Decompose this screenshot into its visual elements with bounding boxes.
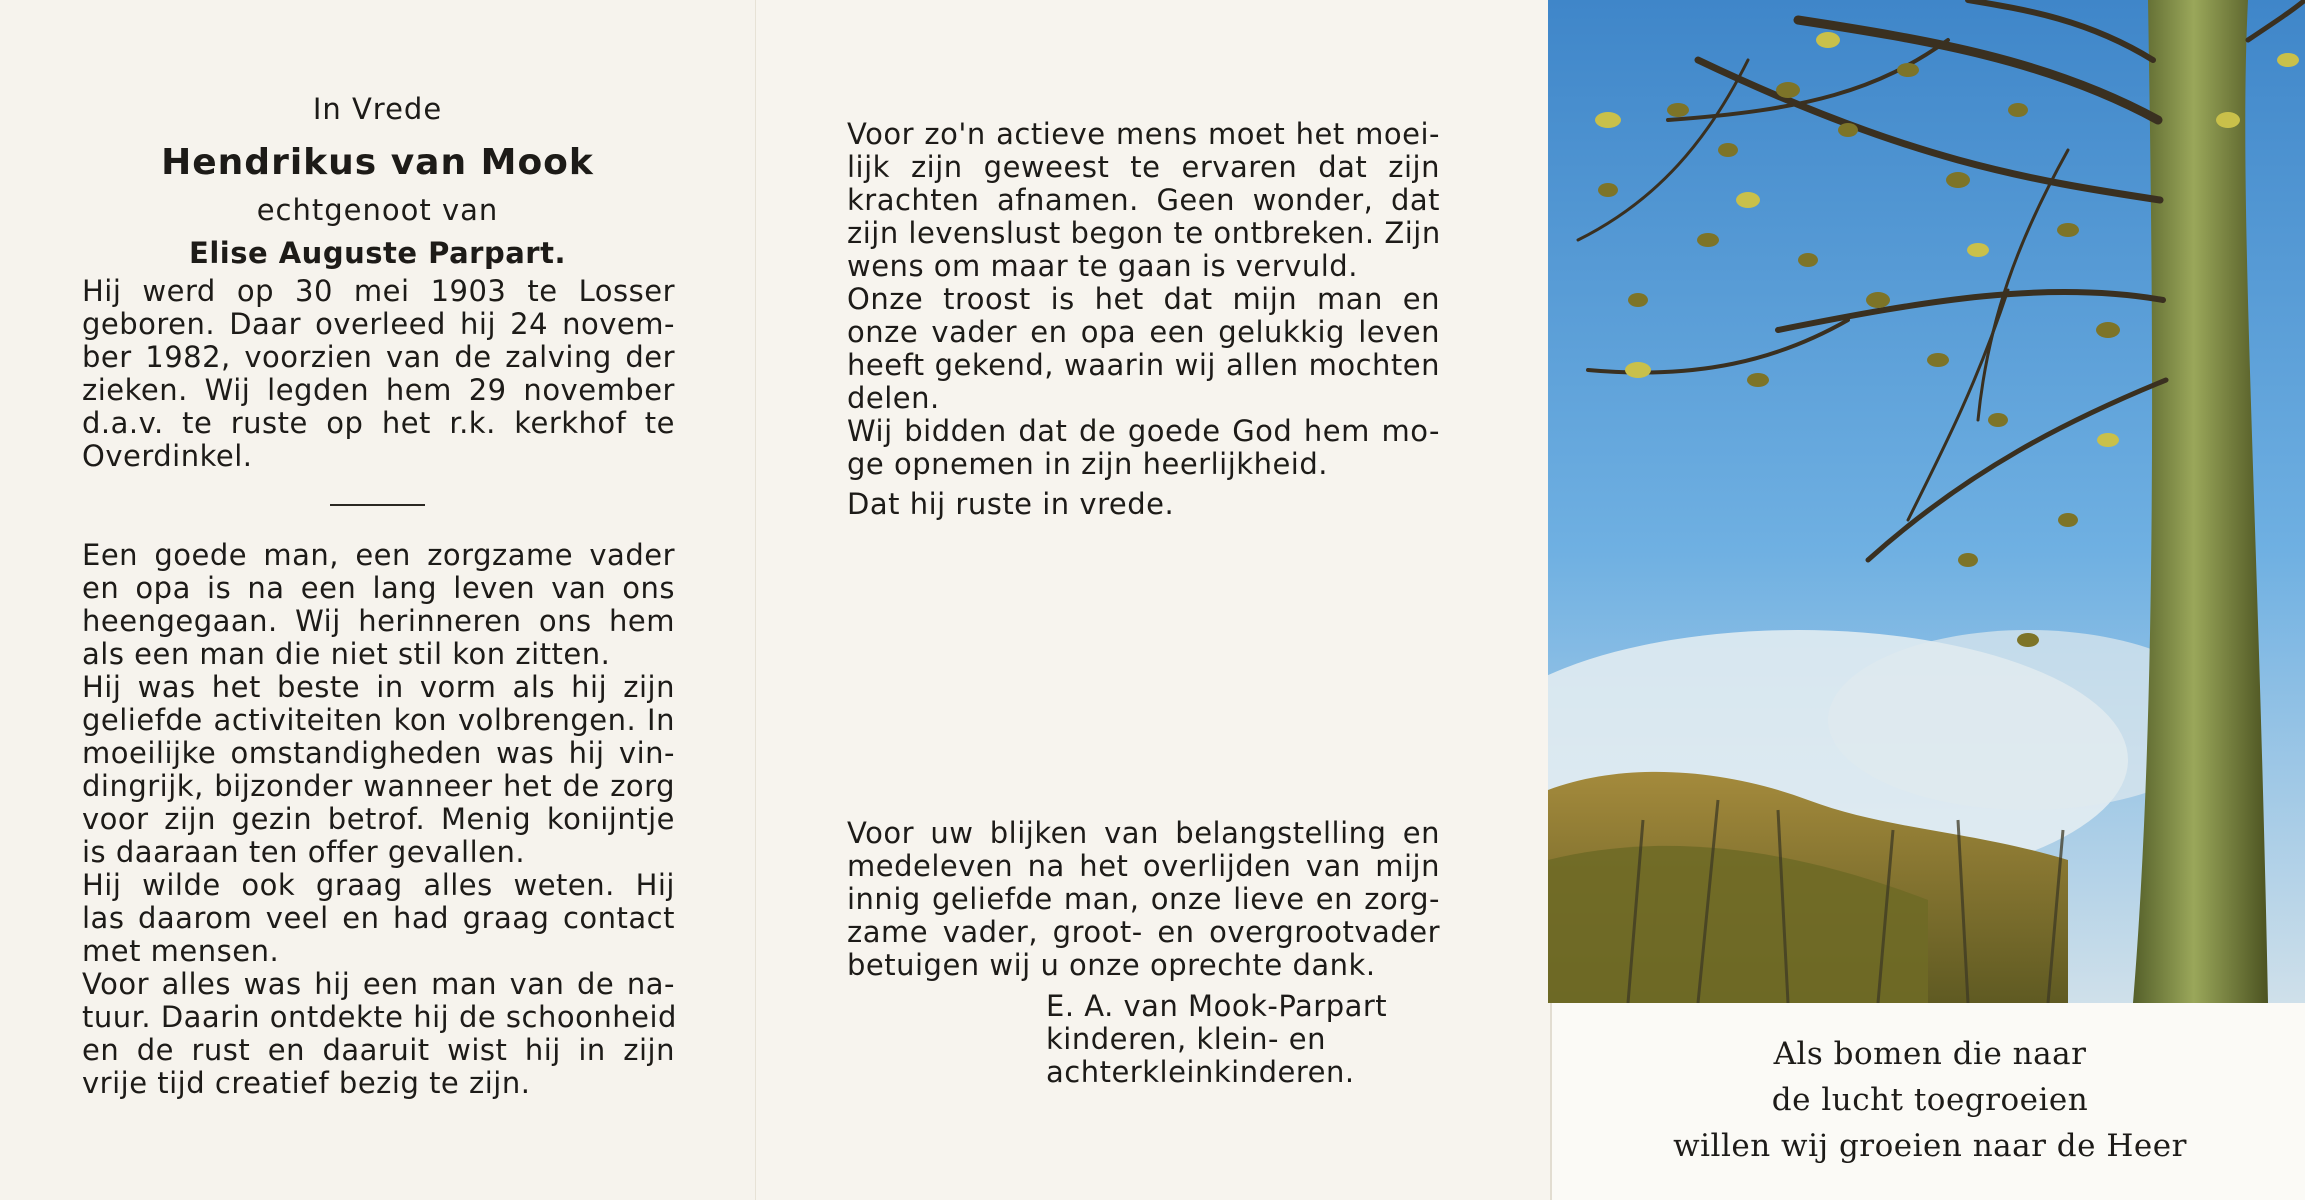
- text-line: is daaraan ten offer gevallen.: [82, 835, 526, 869]
- caption-line: willen wij groeien naar de Heer: [1673, 1128, 2187, 1164]
- text-line: delen.: [847, 381, 940, 415]
- text-line: kinderen, klein- en: [1046, 1022, 1326, 1056]
- caption-line: de lucht toegroeien: [1771, 1082, 2089, 1118]
- text-line: E. A. van Mook-Parpart: [1046, 989, 1388, 1023]
- text-line: Hij werd op 30 mei 1903 te Losser: [82, 274, 675, 308]
- text-line: medeleven na het overlijden van mijn: [847, 849, 1440, 883]
- text-line: Voor uw blijken van belangstelling en: [847, 816, 1440, 850]
- text-line: wens om maar te gaan is vervuld.: [847, 249, 1358, 283]
- thanks-paragraph: [847, 817, 1440, 982]
- text-line: en de rust en daaruit wist hij in zijn: [82, 1033, 675, 1067]
- strength-paragraph: [847, 118, 1440, 481]
- text-line: heeft gekend, waarin wij allen mochten: [847, 348, 1440, 382]
- text-line: Overdinkel.: [82, 439, 253, 473]
- text-line: onze vader en opa een gelukkig leven: [847, 315, 1440, 349]
- text-line: tuur. Daarin ontdekte hij de schoonheid: [82, 1000, 677, 1034]
- text-line: Voor alles was hij een man van de na-: [82, 967, 675, 1001]
- spouse-name: Elise Auguste Parpart.: [189, 236, 566, 270]
- text-line: Dat hij ruste in vrede.: [847, 487, 1175, 521]
- text-line: lijk zijn geweest te ervaren dat zijn: [847, 150, 1440, 184]
- text-line: dingrijk, bijzonder wanneer het de zorg: [82, 769, 675, 803]
- text-line: ber 1982, voorzien van de zalving der: [82, 340, 675, 374]
- tree-photo: [1548, 0, 2305, 1003]
- text-line: Hij wilde ook graag alles weten. Hij: [82, 868, 675, 902]
- spouse-of-label: echtgenoot van: [256, 193, 499, 227]
- closing-line: [847, 487, 1175, 521]
- text-line: d.a.v. te ruste op het r.k. kerkhof te: [82, 406, 675, 440]
- tribute-paragraph: [82, 539, 675, 1100]
- in-vrede-heading: In Vrede: [312, 92, 443, 126]
- text-line: vrije tijd creatief bezig te zijn.: [82, 1066, 531, 1100]
- biography-paragraph: [82, 275, 675, 473]
- text-line: zame vader, groot- en overgrootvader: [847, 915, 1440, 949]
- text-line: heengegaan. Wij herinneren ons hem: [82, 604, 675, 638]
- text-line: zijn levenslust begon te ontbreken. Zijn: [847, 216, 1441, 250]
- text-line: ge opnemen in zijn heerlijkheid.: [847, 447, 1328, 481]
- signers-block: [1046, 990, 1446, 1089]
- text-line: geliefde activiteiten kon volbrengen. In: [82, 703, 675, 737]
- text-line: betuigen wij u onze oprechte dank.: [847, 948, 1376, 982]
- tree-photo-illustration: [1548, 0, 2305, 1003]
- text-line: krachten afnamen. Geen wonder, dat: [847, 183, 1440, 217]
- text-line: Een goede man, een zorgzame vader: [82, 538, 675, 572]
- text-line: innig geliefde man, onze lieve en zorg-: [847, 882, 1440, 916]
- section-divider: [330, 504, 425, 506]
- text-line: Voor zo'n actieve mens moet het moei-: [847, 117, 1440, 151]
- text-line: met mensen.: [82, 934, 280, 968]
- deceased-name: Hendrikus van Mook: [161, 142, 594, 183]
- text-line: moeilijke omstandigheden was hij vin-: [82, 736, 675, 770]
- text-line: geboren. Daar overleed hij 24 novem-: [82, 307, 675, 341]
- text-line: als een man die niet stil kon zitten.: [82, 637, 611, 671]
- text-line: achterkleinkinderen.: [1046, 1055, 1355, 1089]
- text-line: voor zijn gezin betrof. Menig konijntje: [82, 802, 675, 836]
- text-line: Hij was het beste in vorm als hij zijn: [82, 670, 675, 704]
- text-line: las daarom veel en had graag contact: [82, 901, 675, 935]
- caption-line: Als bomen die naar: [1773, 1036, 2087, 1072]
- text-line: zieken. Wij legden hem 29 november: [82, 373, 675, 407]
- text-line: Wij bidden dat de goede God hem mo-: [847, 414, 1440, 448]
- text-line: en opa is na een lang leven van ons: [82, 571, 675, 605]
- text-line: Onze troost is het dat mijn man en: [847, 282, 1440, 316]
